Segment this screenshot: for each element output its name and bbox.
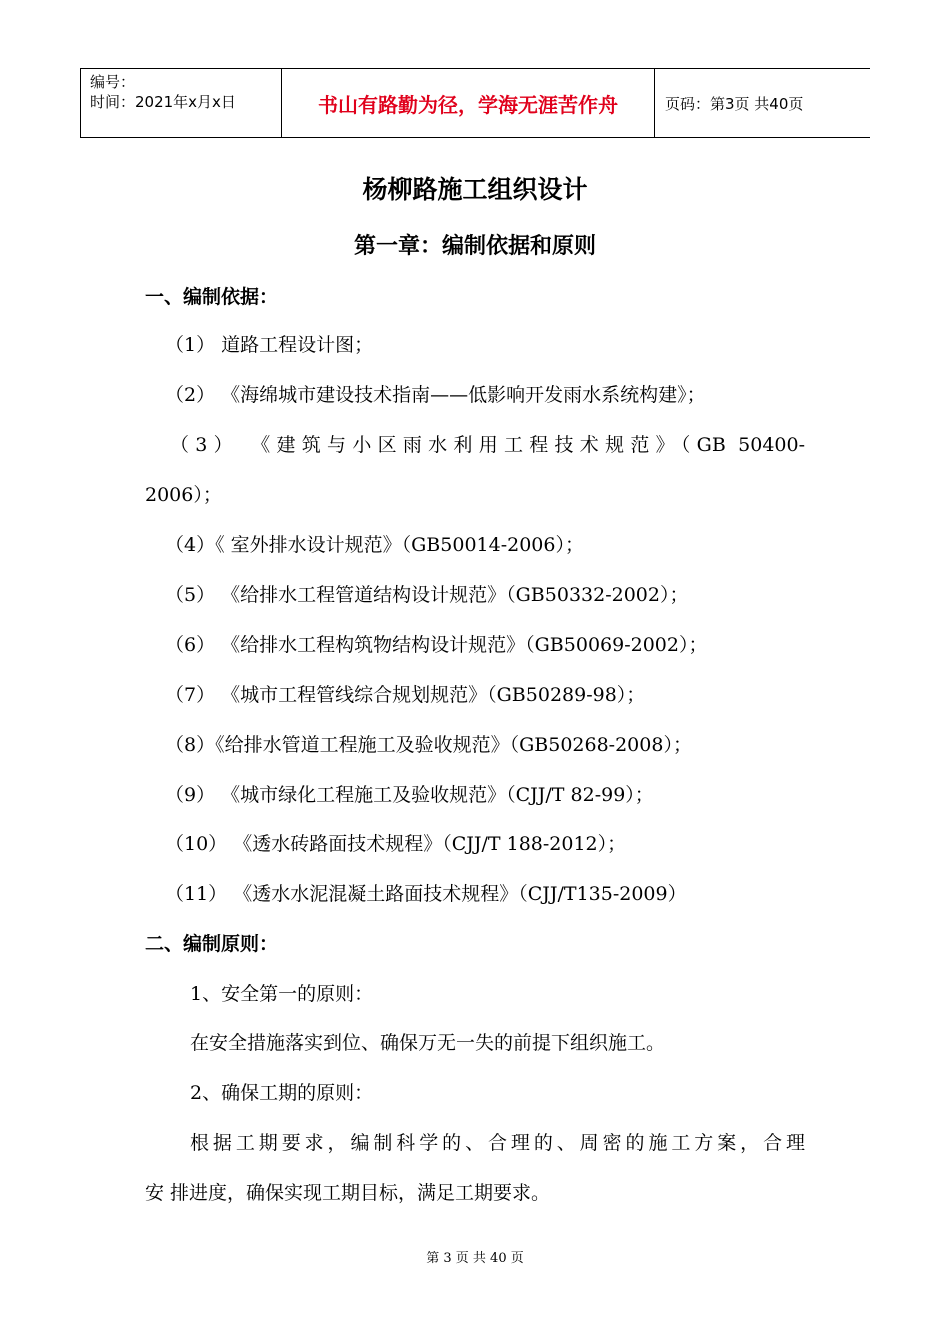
header-motto: 书山有路勤为径，学海无涯苦作舟: [318, 92, 618, 117]
basis-item: （10） 《透水砖路面技术规程》（CJJ/T 188-2012）；: [165, 833, 627, 855]
header-number-label: 编号：: [90, 73, 136, 91]
page-header-table: [80, 68, 870, 138]
page-footer: 第 3 页 共 40 页: [426, 1251, 524, 1266]
chapter-heading: 第一章：编制依据和原则: [353, 234, 596, 259]
basis-item: （6） 《给排水工程构筑物结构设计规范》（GB50069-2002）；: [165, 634, 708, 656]
basis-item-continuation: 2006）；: [145, 484, 222, 506]
principle-heading: 2、确保工期的原则：: [190, 1082, 374, 1104]
principle-heading: 1、安全第一的原则：: [190, 983, 374, 1005]
principle-text: 在安全措施落实到位、确保万无一失的前提下组织施工。: [190, 1032, 666, 1054]
document-title: 杨柳路施工组织设计: [362, 175, 588, 204]
basis-item: （4）《 室外排水设计规范》（GB50014-2006）；: [165, 534, 584, 556]
basis-item: （8）《给排水管道工程施工及验收规范》（GB50268-2008）；: [165, 734, 692, 756]
basis-item: （9） 《城市绿化工程施工及验收规范》（CJJ/T 82-99）；: [165, 784, 654, 806]
header-divider-2: [654, 69, 655, 137]
header-border-left: [80, 69, 81, 137]
basis-item: （5） 《给排水工程管道结构设计规范》（GB50332-2002）；: [165, 584, 689, 606]
principle-text-continuation: 安 排进度，确保实现工期目标，满足工期要求。: [145, 1182, 551, 1204]
header-date: 时间：2021年x月x日: [90, 93, 236, 111]
basis-item: （7） 《城市工程管线综合规划规范》（GB50289-98）；: [165, 684, 646, 706]
header-page-count: 页码：第3页 共40页: [665, 95, 804, 113]
principle-text: 根据工期要求，编制科学的、合理的、周密的施工方案，合理: [190, 1132, 805, 1154]
section-heading-principles: 二、编制原则：: [145, 933, 279, 955]
section-heading-basis: 一、编制依据：: [145, 286, 279, 308]
basis-item: （3） 《建筑与小区雨水利用工程技术规范》（GB 50400-: [170, 434, 805, 456]
header-meta: [90, 72, 236, 112]
basis-item: （2） 《海绵城市建设技术指南——低影响开发雨水系统构建》；: [165, 384, 706, 406]
basis-item: （1） 道路工程设计图；: [165, 334, 374, 356]
basis-item: （11） 《透水水泥混凝土路面技术规程》（CJJ/T135-2009）: [165, 883, 687, 905]
